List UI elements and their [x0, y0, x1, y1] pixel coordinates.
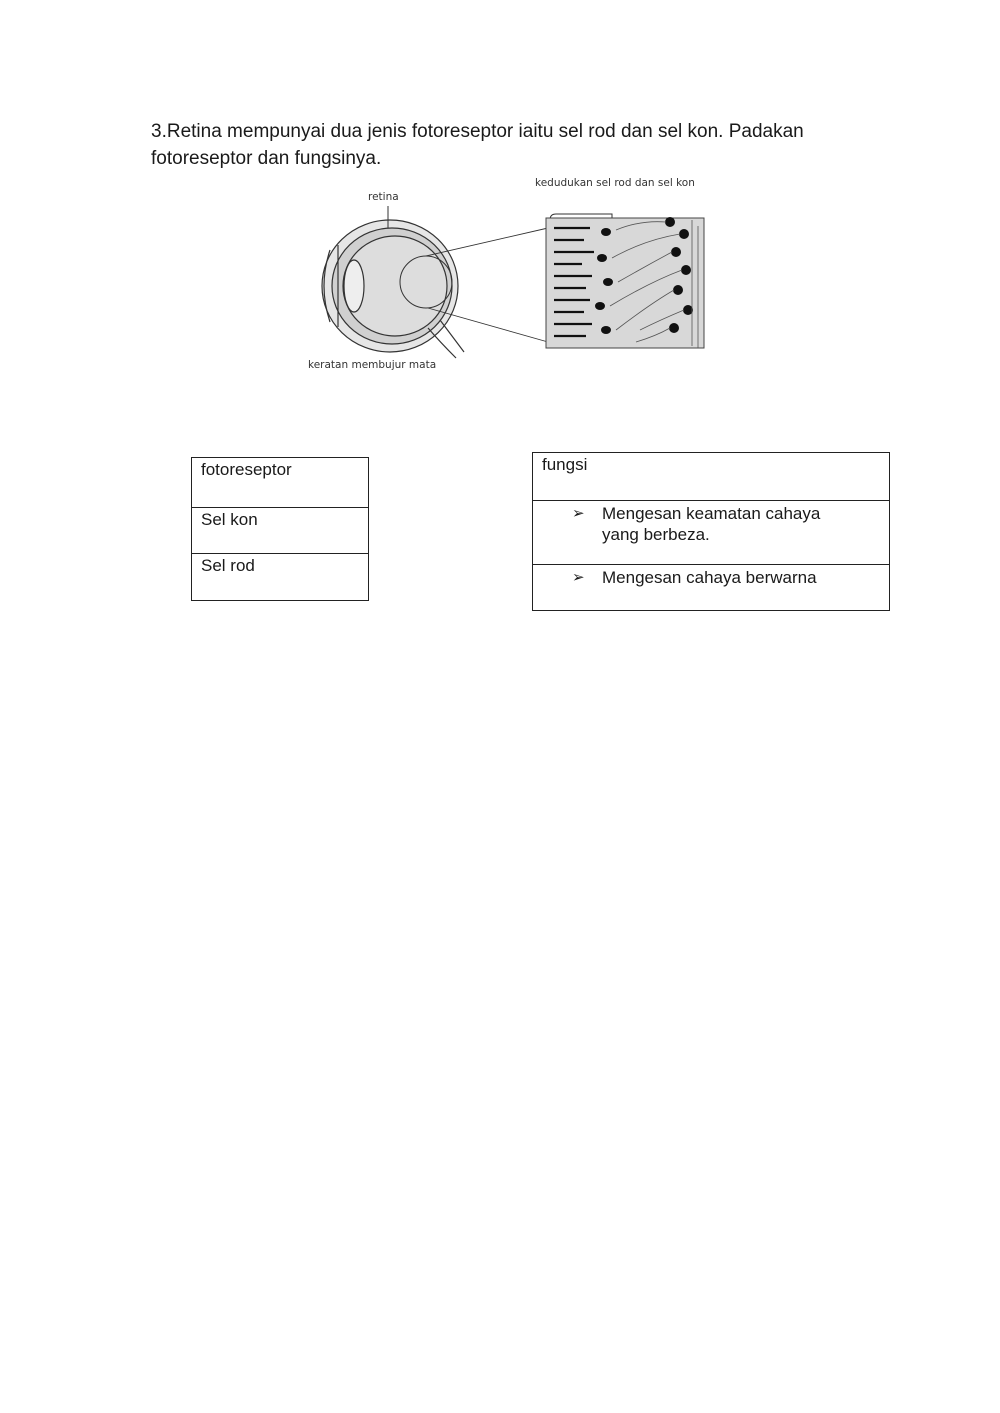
function-text: Mengesan keamatan cahaya yang berbeza.	[602, 504, 821, 544]
function-item[interactable]	[533, 565, 889, 610]
arrow-bullet-icon: ➢	[572, 505, 585, 522]
question-text: 3.Retina mempunyai dua jenis fotoreseptor iaitu sel rod dan sel kon. Padakan fotoreseptor dan fungsinya.	[151, 121, 804, 169]
photoreceptor-table	[191, 457, 369, 601]
label-longitudinal-section: keratan membujur mata	[308, 359, 437, 371]
function-text: Mengesan cahaya berwarna	[602, 568, 817, 587]
eye-cross-section	[322, 206, 548, 358]
photoreceptor-header: fotoreseptor	[192, 458, 368, 508]
photoreceptor-cone[interactable]: Sel kon	[192, 508, 368, 554]
function-table	[532, 452, 890, 611]
label-rod-cone-position: kedudukan sel rod dan sel kon	[535, 177, 695, 189]
label-retina: retina	[368, 191, 399, 203]
rod-cone-cells-magnified	[546, 214, 704, 348]
function-header: fungsi	[533, 453, 889, 501]
eye-diagram	[300, 170, 720, 380]
function-item[interactable]	[533, 501, 889, 565]
photoreceptor-rod[interactable]: Sel rod	[201, 556, 255, 575]
arrow-bullet-icon: ➢	[572, 569, 585, 586]
